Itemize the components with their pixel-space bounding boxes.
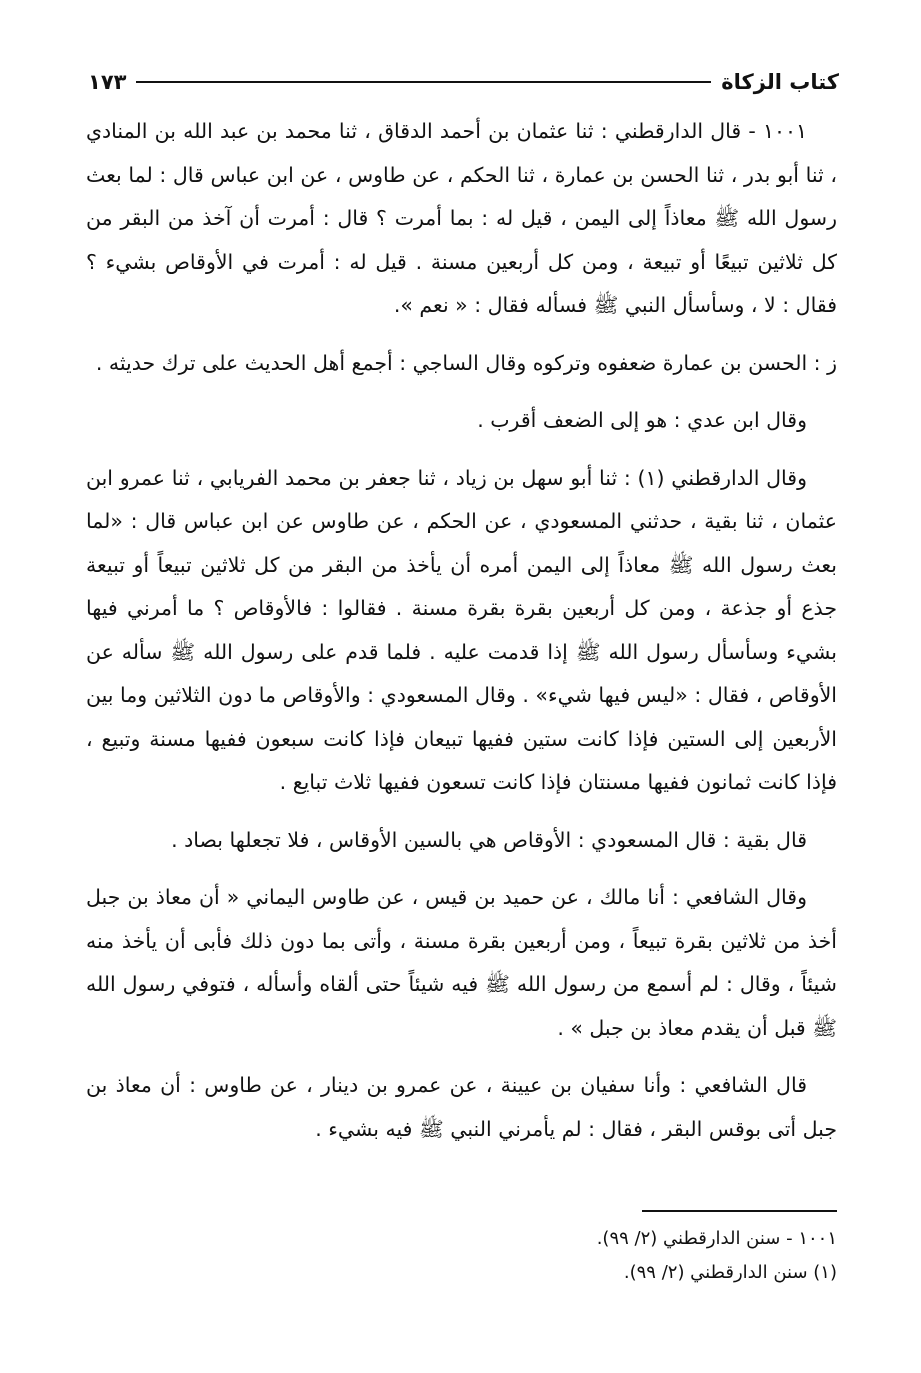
page-body (86, 110, 837, 1151)
ibn-adi-note: وقال ابن عدي : هو إلى الضعف أقرب . (477, 408, 807, 432)
footnote-1001: ١٠٠١ - سنن الدارقطني (٢/ ٩٩). (596, 1228, 837, 1249)
commentary-hasan-bin-umara: ز : الحسن بن عمارة ضعفوه وتركوه وقال الساجي : أجمع أهل الحديث على ترك حديثه . (95, 350, 837, 375)
footnotes (86, 1222, 837, 1290)
daraqutni-narration: وقال الدارقطني (١) : ثنا أبو سهل بن زياد ، ثنا جعفر بن محمد الفريابي ، ثنا عمرو ابن عثمان ، ثنا بقية ، حدثني المسعودي ، عن الحكم ، عن طاوس عن ابن عباس قال : «لما بعث رسول الله ﷺ معاذاً إلى اليمن أمره أن يأخذ من البقر من كل ثلاثين تبيعاً أو تبيعة جذع أو جذعة ، ومن كل أربعين بقرة بقرة مسنة . فقالوا : فالأوقاص ؟ ما أمرني فيها بشيء وسأسأل رسول الله ﷺ إذا قدمت عليه . فلما قدم على رسول الله ﷺ سأله عن الأوقاص ، فقال : «ليس فيها شيء» . وقال المسعودي : والأوقاص ما دون الثلاثين وما بين الأربعين إلى الستين فإذا كانت ستين ففيها تبيعان فإذا كانت سبعون ففيها مسنة وتبيع ، فإذا كانت ثمانون ففيها مسنتان فإذا كانت تسعون ففيها ثلاث تبايع . (86, 465, 837, 794)
footnote-rule (642, 1210, 837, 1212)
baqiyya-note: قال بقية : قال المسعودي : الأوقاص هي بالسين الأوقاس ، فلا تجعلها بصاد . (171, 827, 807, 852)
chapter-title: كتاب الزكاة (721, 70, 839, 94)
page-header (88, 62, 839, 102)
shafii-narration-2: قال الشافعي : وأنا سفيان بن عيينة ، عن عمرو بن دينار ، عن طاوس : أن معاذ بن جبل أتى بوقس البقر ، فقال : لم يأمرني النبي ﷺ فيه بشيء . (86, 1073, 837, 1141)
header-rule (136, 81, 711, 83)
page-number: ١٧٣ (88, 70, 127, 94)
shafii-narration-1: وقال الشافعي : أنا مالك ، عن حميد بن قيس ، عن طاوس اليماني « أن معاذ بن جبل أخذ من ثلاثين بقرة تبيعاً ، ومن أربعين بقرة مسنة ، وأتى بما دون ذلك فأبى أن يأخذ منه شيئاً ، وقال : لم أسمع من رسول الله ﷺ فيه شيئاً حتى ألقاه وأسأله ، فتوفي رسول الله ﷺ قبل أن يقدم معاذ بن جبل » . (86, 885, 837, 1040)
hadith-1001: ١٠٠١ - قال الدارقطني : ثنا عثمان بن أحمد الدقاق ، ثنا محمد بن عبد الله بن المنادي ، ثنا أبو بدر ، ثنا الحسن بن عمارة ، ثنا الحكم ، عن طاوس ، عن ابن عباس قال : لما بعث رسول الله ﷺ معاذاً إلى اليمن ، قيل له : بما أمرت ؟ قال : أمرت أن آخذ من البقر من كل ثلاثين تبيعًا أو تبيعة ، ومن كل أربعين مسنة . قيل له : أمرت في الأوقاص بشيء ؟ فقال : لا ، وسأسأل النبي ﷺ فسأله فقال : « نعم ». (86, 119, 837, 317)
footnote-1: (١) سنن الدارقطني (٢/ ٩٩). (623, 1262, 837, 1283)
